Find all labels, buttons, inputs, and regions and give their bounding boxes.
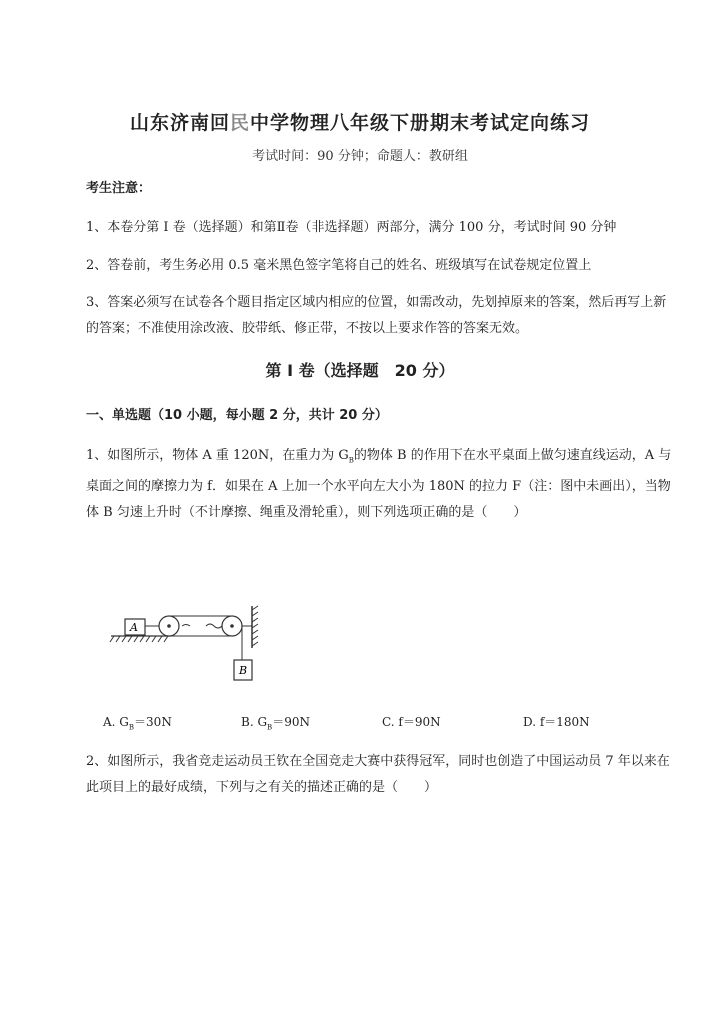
option-c[interactable]: C. f＝90N: [382, 715, 441, 729]
notice-item: 2、答卷前，考生务必用 0.5 毫米黑色签字笔将自己的姓名、班级填写在试卷规定位置上: [86, 258, 592, 273]
question-1-options: [103, 713, 663, 735]
block-b-label: B: [239, 664, 248, 677]
exam-title: 山东济南回民中学物理八年级下册期末考试定向练习: [129, 112, 591, 134]
notice-heading: 考生注意：: [86, 181, 152, 196]
option-a[interactable]: A. $G_B=30N$: [103, 715, 172, 732]
notice-item: 1、本卷分第 I 卷（选择题）和第Ⅱ卷（非选择题）两部分，满分 100 分，考试时间 90 分钟: [86, 220, 617, 235]
pulley-diagram: [108, 602, 268, 688]
notice-item: 3、答案必须写在试卷各个题目指定区域内相应的位置，如需改动，先划掉原来的答案，然后再写上新的答案；不准使用涂改液、胶带纸、修正带，不按以上要求作答的答案无效。: [86, 295, 667, 336]
question-2-stem: 2、如图所示，我省竞走运动员王钦在全国竞走大赛中获得冠军，同时也创造了中国运动员 7 年以来在此项目上的最好成绩，下列与之有关的描述正确的是（ ）: [86, 754, 670, 795]
question-1-stem: 1、如图所示，物体 A 重 120N，在重力为 $G_B$的物体 B 的作用下在水平桌面上做匀速直线运动，A 与桌面之间的摩擦力为 f．如果在 A 上加一个水平向左大小为 180N 的拉力 F（注：图中未画出），当物体 B 匀速上升时（不计摩擦、绳重及滑轮重），则下列选项正确的是（ ）: [86, 448, 672, 520]
exam-subtitle: 考试时间：90 分钟；命题人：教研组: [252, 149, 468, 164]
block-a-label: A: [130, 621, 138, 634]
option-b[interactable]: B. $G_B=90N$: [241, 715, 310, 732]
section-title: 第 I 卷（选择题 20 分）: [265, 361, 455, 380]
option-d[interactable]: D. f＝180N: [523, 715, 590, 729]
part-heading: 一、单选题（10 小题，每小题 2 分，共计 20 分）: [86, 408, 388, 423]
